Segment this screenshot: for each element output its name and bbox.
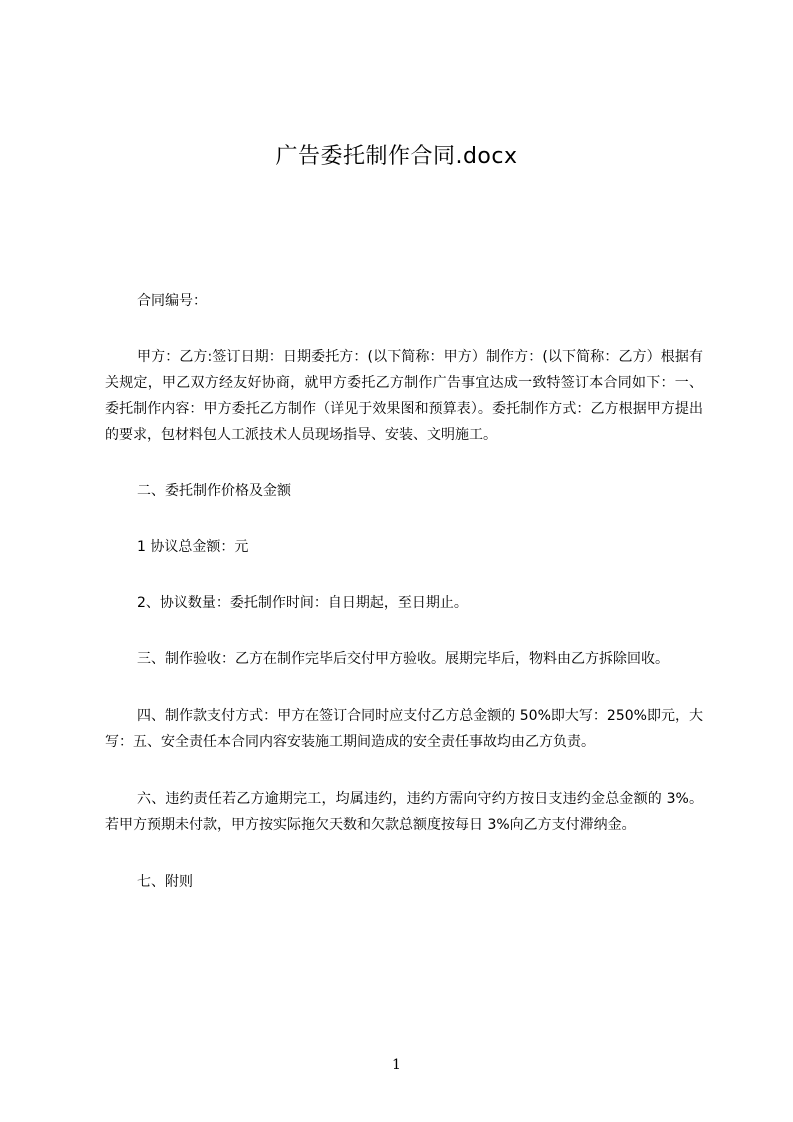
document-body bbox=[105, 288, 703, 895]
section-4-paragraph: 四、制作款支付方式：甲方在签订合同时应支付乙方总金额的 50%即大写：250%即元，大写：五、安全责任本合同内容安装施工期间造成的安全责任事故均由乙方负责。 bbox=[105, 708, 703, 750]
section-2-heading: 二、委托制作价格及金额 bbox=[137, 483, 291, 499]
document-title: 广告委托制作合同.docx bbox=[275, 144, 518, 169]
contract-number-paragraph: 合同编号： bbox=[137, 293, 207, 309]
page-number: 1 bbox=[392, 1057, 401, 1073]
parties-paragraph: 甲方：乙方:签订日期：日期委托方：(以下简称：甲方）制作方：(以下简称：乙方）根据有关规定，甲乙双方经友好协商，就甲方委托乙方制作广告事宜达成一致特签订本合同如下：一、委托制作内容：甲方委托乙方制作（详见于效果图和预算表）。委托制作方式：乙方根据甲方提出的要求，包材料包人工派技术人员现场指导、安装、文明施工。 bbox=[105, 349, 703, 443]
quantity-paragraph: 2、协议数量：委托制作时间：自日期起，至日期止。 bbox=[137, 595, 468, 611]
total-amount-paragraph: 1 协议总金额：元 bbox=[137, 539, 249, 555]
section-7-heading: 七、附则 bbox=[137, 874, 193, 890]
section-3-paragraph: 三、制作验收：乙方在制作完毕后交付甲方验收。展期完毕后，物料由乙方拆除回收。 bbox=[137, 651, 669, 667]
section-6-paragraph: 六、违约责任若乙方逾期完工，均属违约，违约方需向守约方按日支违约金总金额的 3%。若甲方预期未付款，甲方按实际拖欠天数和欠款总额度按每日 3%向乙方支付滞纳金。 bbox=[105, 791, 703, 833]
